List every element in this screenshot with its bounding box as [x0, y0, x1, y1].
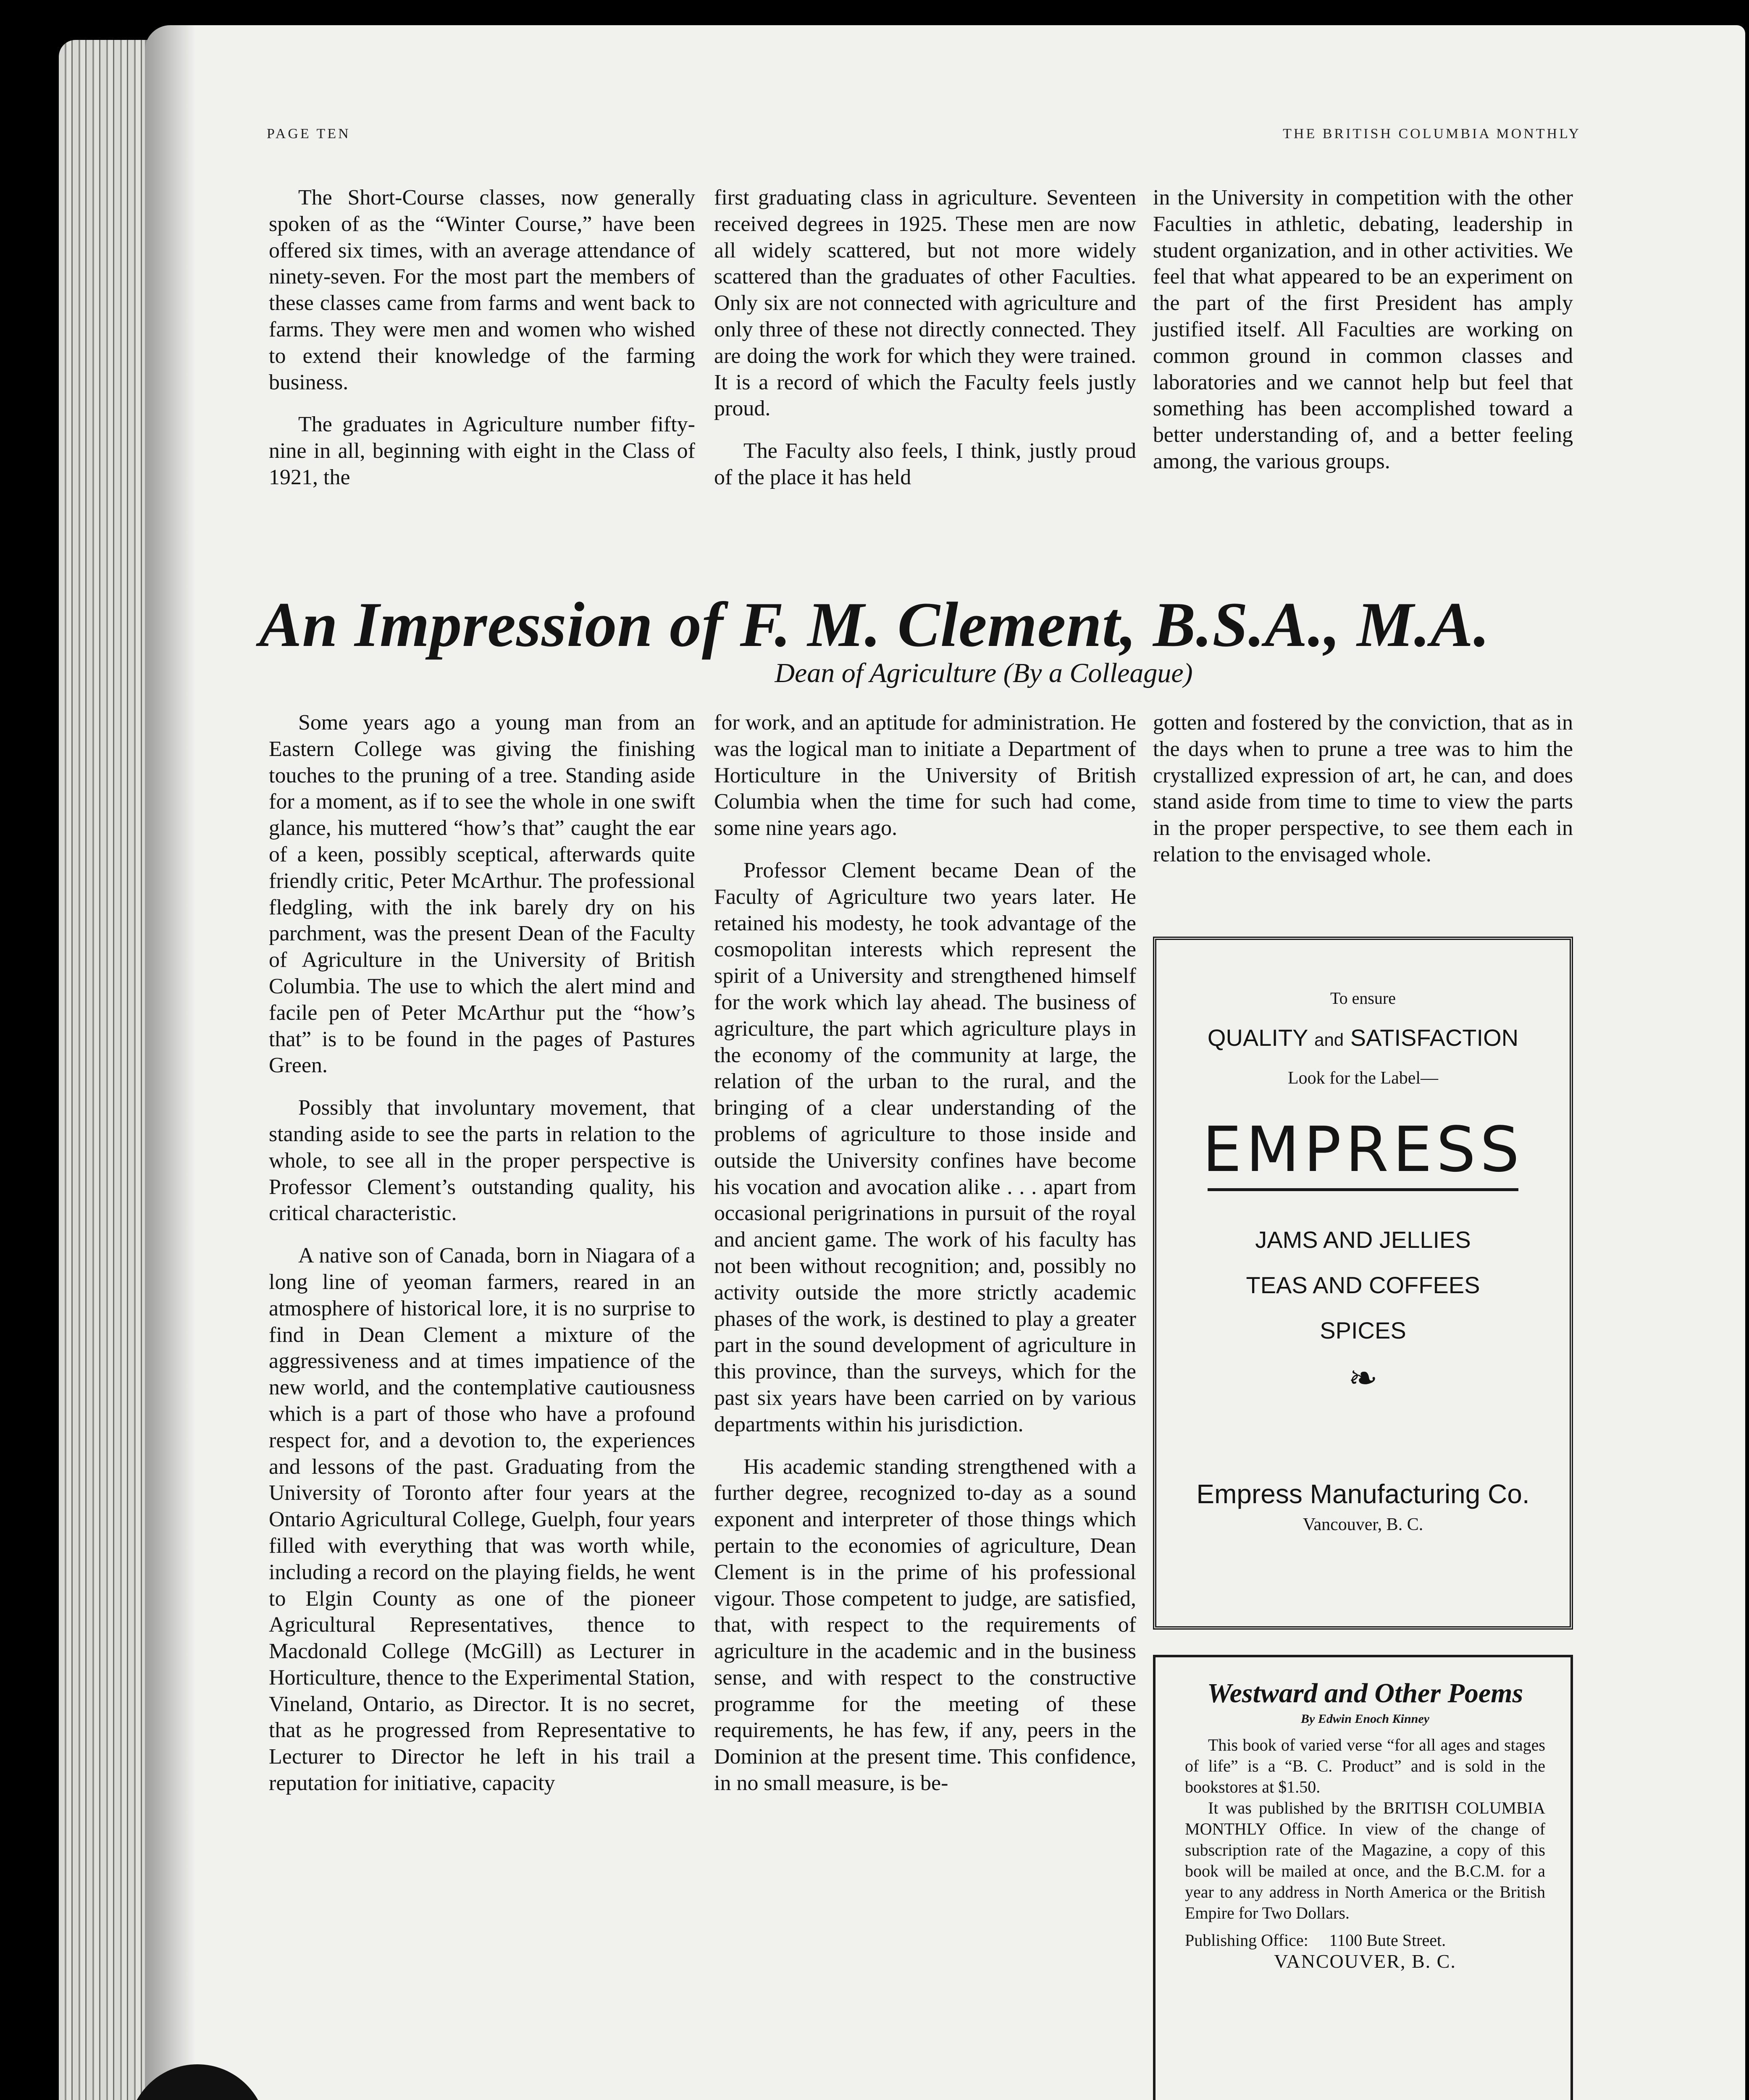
paragraph: A native son of Canada, born in Niagara of a long line of yeoman farmers, reared in an atmosphere of historical lore, it is no surprise to find in Dean Clement a mixture of the aggressiveness and at times impatience of the new world, and the contemplative cautiousness which is a part of those who have a profound respect for, and a devotion to, the experiences and lessons of the past. Graduating from the University of Toronto after four years at the Ontario Agricultural College, Guelph, four years filled with everything that was worth while, including a record on the playing fields, he went to Elgin County as one of the pioneer Agricultural Representatives, thence to Macdonald College (McGill) as Lecturer in Horticulture, thence to the Experimental Station, Vineland, Ontario, as Director. It is no secret, that as he progressed from Representative to Lecturer to Director he left in his trail a reputation for initiative, capacity: [269, 1244, 695, 1796]
office-label: Publishing Office:: [1185, 1931, 1308, 1950]
ad-quality-line: [1156, 1024, 1570, 1051]
poems-body: [1185, 1735, 1545, 1924]
ad-product: TEAS AND COFFEES: [1246, 1272, 1480, 1298]
paragraph: first graduating class in agriculture. Seventeen received degrees in 1925. These men are now all widely scattered, but not more widely scattered than the graduates of other Faculties. Only six are not connected with agriculture and only three of these not directly connected. They are doing the work for which they were trained. It is a record of which the Faculty feels justly proud.: [714, 186, 1136, 421]
paragraph: Some years ago a young man from an Eastern College was giving the finishing touches to the pruning of a tree. Standing aside for a moment, as if to see the whole in one swift glance, his muttered “how’s that” caught the ear of a keen, possibly sceptical, afterwards quite friendly critic, Peter McArthur. The professional fledgling, with the ink barely dry on his parchment, was the present Dean of the Faculty of Agriculture in the University of British Columbia. The use to which the alert mind and facile pen of Peter McArthur put the “how’s that” is to be found in the pages of Pastures Green.: [269, 711, 695, 1078]
poems-byline: By Edwin Enoch Kinney: [1301, 1712, 1429, 1726]
ad-brand-underline: [1208, 1188, 1518, 1191]
paragraph: in the University in competition with the other Faculties in athletic, debating, leadership in student organization, and in other activities. We feel that what appeared to be an experiment on the part of the first President has amply justified itself. All Faculties are working on common ground in common classes and laboratories and we cannot help but feel that something has been accomplished toward a better understanding of, and a better feeling among, the various groups.: [1153, 186, 1573, 473]
paragraph: His academic standing strengthened with a further degree, recognized to-day as a sound exponent and interpreter of those things which pertain to the economies of agriculture, Dean Clement is in the prime of his professional vigour. Those competent to judge, are satisfied, that, with respect to the requirements of agriculture in the academic and in the business sense, and with respect to the constructive programme for the meeting of these requirements, he has few, if any, peers in the Dominion at the present time. This confidence, in no small measure, is be-: [714, 1454, 1136, 1796]
ad-maker: Empress Manufacturing Co.: [1196, 1479, 1530, 1509]
paragraph: Professor Clement became Dean of the Faculty of Agriculture two years later. He retained his modesty, he took advantage of the cosmopolitan interests which represent the spirit of a University and strengthened himself for the work which lay ahead. The business of agriculture, the part which agriculture plays in the economy of the community at large, the relation of the urban to the rural, and the bringing of a clear understanding of the problems of agriculture to those inside and outside the University confines have become his vocation and avocation alike . . . apart from occasional perigrinations in pursuit of the royal and ancient game. The work of his faculty has not been without recognition; and, possibly no activity outside the more strictly academic phases of the work, is destined to play a greater part in the sound development of agriculture in this province, than the surveys, which for the past six years have been carried on by various departments within his jurisdiction.: [714, 858, 1136, 1436]
poems-city: VANCOUVER, B. C.: [1274, 1950, 1456, 1972]
ad-and: and: [1314, 1030, 1344, 1050]
ad-brand: EMPRESS: [1202, 1113, 1524, 1186]
poems-title: Westward and Other Poems: [1207, 1678, 1523, 1709]
paragraph: The Faculty also feels, I think, justly proud of the place it has held: [714, 439, 1136, 489]
poems-notice: [1153, 1655, 1573, 2100]
paragraph: for work, and an aptitude for administration. He was the logical man to initiate a Department of Horticulture in the University of British Columbia when the time for such had come, some nine years ago.: [714, 711, 1136, 840]
magazine-name-header: THE BRITISH COLUMBIA MONTHLY: [1283, 126, 1581, 142]
ad-products: [1156, 1217, 1570, 1353]
article-title: An Impression of F. M. Clement, B.S.A., M.A.: [259, 589, 1490, 660]
ad-product: SPICES: [1320, 1317, 1406, 1344]
ad-satisfaction: SATISFACTION: [1350, 1024, 1519, 1051]
ad-product: JAMS AND JELLIES: [1255, 1226, 1471, 1253]
article-column-2: [714, 710, 1136, 1797]
fleuron-icon: ❧: [1348, 1358, 1378, 1398]
paragraph: gotten and fostered by the conviction, that as in the days when to prune a tree was to him the crystallized expression of art, he can, and does stand aside from time to time to view the parts in the proper perspective, to see them each in relation to the envisaged whole.: [1153, 711, 1573, 866]
top-column-3: [1153, 185, 1573, 475]
ad-city: Vancouver, B. C.: [1303, 1515, 1423, 1534]
poems-office: [1185, 1930, 1545, 1950]
empress-advertisement: [1153, 937, 1573, 1630]
paragraph: Possibly that involuntary movement, that standing aside to see the parts in relation to the whole, to see all in the proper perspective is Professor Clement’s outstanding quality, his critical characteristic.: [269, 1096, 695, 1226]
book-spine-edge: [59, 40, 149, 2100]
ad-look-label: Look for the Label—: [1287, 1068, 1439, 1088]
top-column-2: [714, 185, 1136, 491]
ad-intro: To ensure: [1330, 989, 1396, 1008]
article-subtitle: Dean of Agriculture (By a Colleague): [775, 658, 1193, 688]
top-column-1: [269, 185, 695, 491]
paragraph: It was published by the BRITISH COLUMBIA MONTHLY Office. In view of the change of subscription rate of the Magazine, a copy of this book will be mailed at once, and the B.C.M. for a year to any address in North America or the British Empire for Two Dollars.: [1185, 1798, 1545, 1922]
article-column-3: [1153, 710, 1573, 868]
article-column-1: [269, 710, 695, 1797]
paragraph: The graduates in Agriculture number fifty-nine in all, beginning with eight in the Class of 1921, the: [269, 412, 695, 489]
ad-quality: QUALITY: [1207, 1024, 1308, 1051]
gutter-shadow: [145, 25, 195, 2100]
paragraph: This book of varied verse “for all ages and stages of life” is a “B. C. Product” and is sold in the bookstores at $1.50.: [1185, 1735, 1545, 1796]
office-address: 1100 Bute Street.: [1329, 1931, 1446, 1950]
paragraph: The Short-Course classes, now generally spoken of as the “Winter Course,” have been offered six times, with an average attendance of ninety-seven. For the most part the members of these classes came from farms and went back to farms. They were men and women who wished to extend their knowledge of the farming business.: [269, 186, 695, 394]
page-number-header: PAGE TEN: [267, 126, 351, 142]
